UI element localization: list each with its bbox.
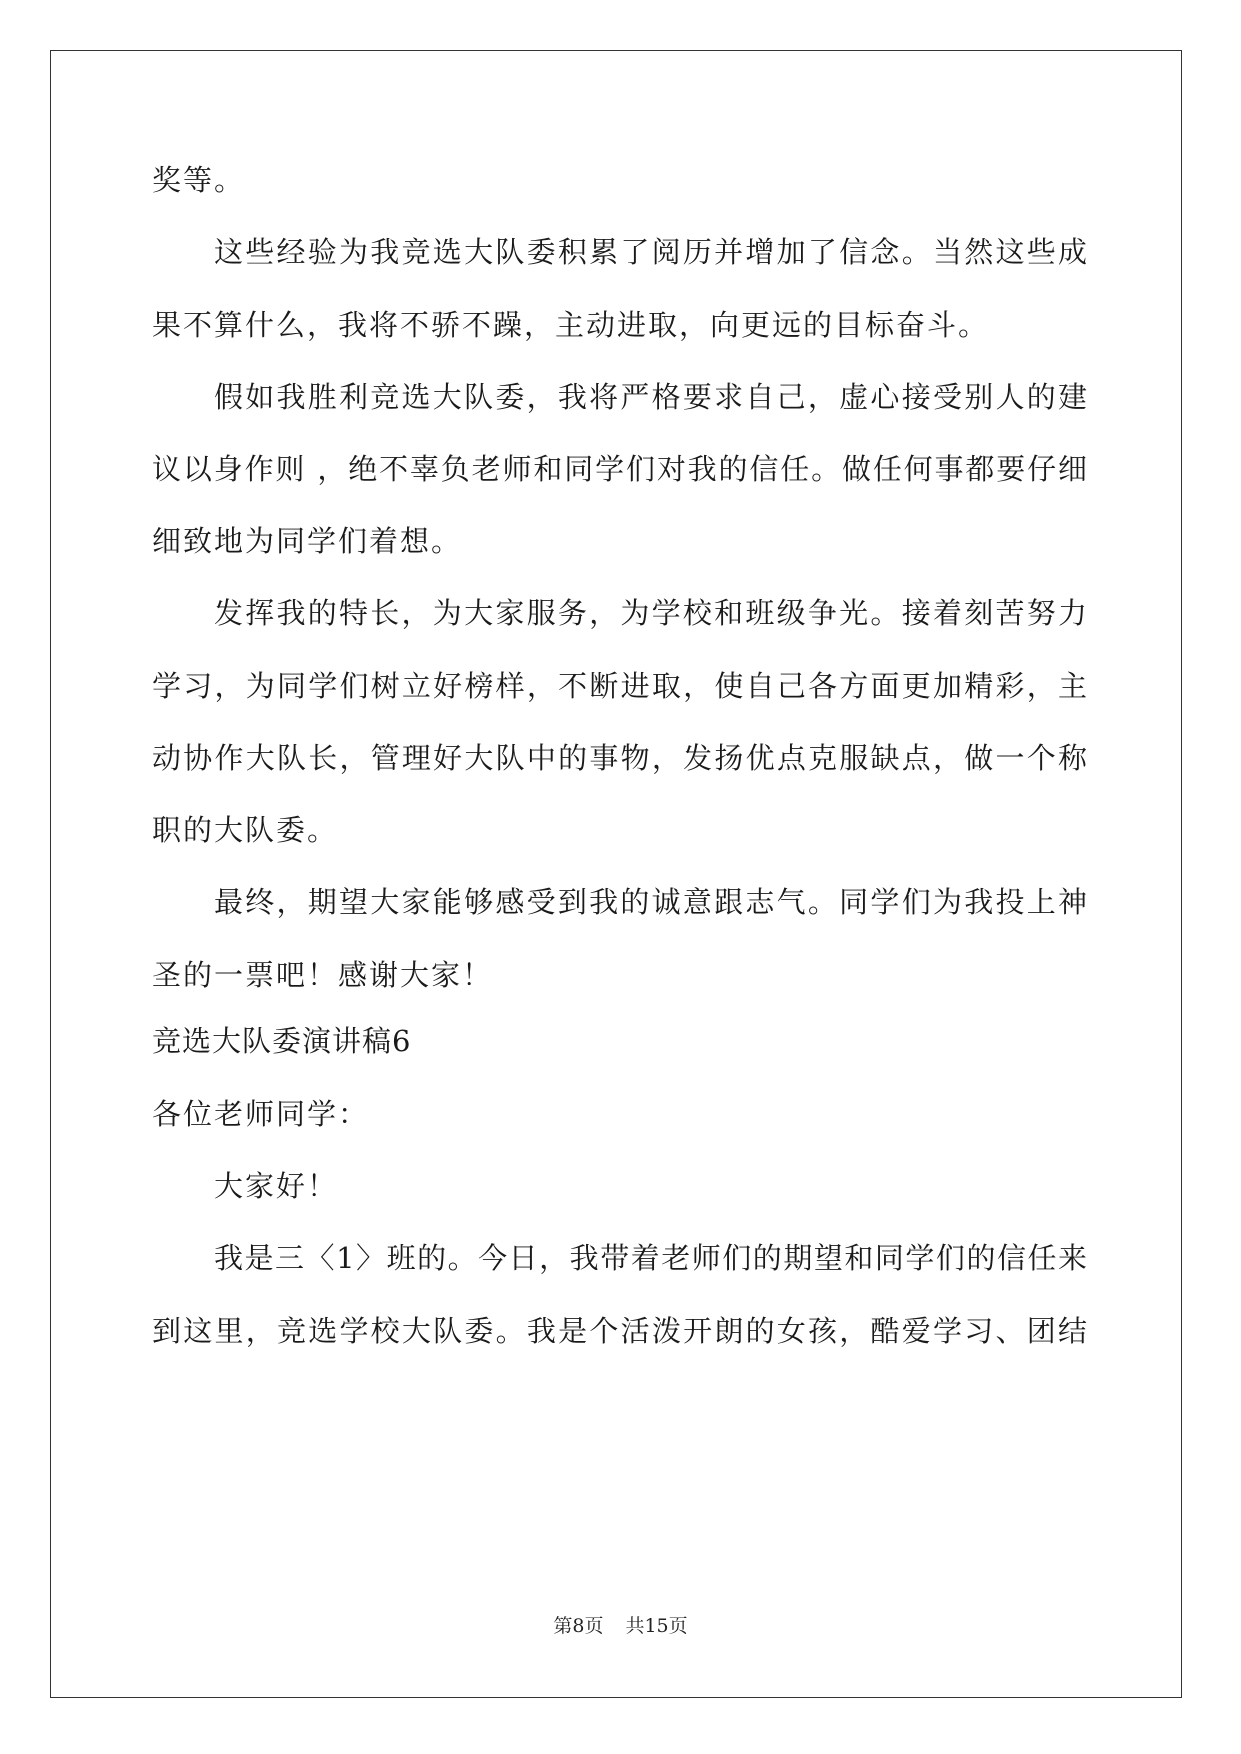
page-footer <box>0 1614 1241 1638</box>
page-border <box>50 50 1182 1698</box>
paragraph-first-line: 我是三〈1〉班的。今日，我带着老师们的期望和同学们的信任来 <box>214 1241 1087 1275</box>
text-line: 细致地为同学们着想。 <box>152 524 463 558</box>
page-number: 第8页 <box>553 1615 604 1637</box>
text-line: 议以身作则 ，绝不辜负老师和同学们对我的信任。做任何事都要仔细 <box>152 452 1087 486</box>
paragraph-first-line: 发挥我的特长，为大家服务，为学校和班级争光。接着刻苦努力 <box>214 596 1087 630</box>
paragraph-first-line: 最终，期望大家能够感受到我的诚意跟志气。同学们为我投上神 <box>214 885 1087 919</box>
text-line: 动协作大队长，管理好大队中的事物，发扬优点克服缺点，做一个称 <box>152 741 1087 775</box>
text-line: 职的大队委。 <box>152 813 339 847</box>
paragraph-first-line: 假如我胜利竞选大队委，我将严格要求自己，虚心接受别人的建 <box>214 380 1087 414</box>
paragraph-first-line: 这些经验为我竞选大队委积累了阅历并增加了信念。当然这些成 <box>214 235 1087 269</box>
text-line: 到这里，竞选学校大队委。我是个活泼开朗的女孩，酷爱学习、团结 <box>152 1314 1087 1348</box>
salutation: 各位老师同学： <box>152 1097 370 1131</box>
text-line: 学习，为同学们树立好榜样，不断进取，使自己各方面更加精彩，主 <box>152 669 1087 703</box>
text-line: 果不算什么，我将不骄不躁，主动进取，向更远的目标奋斗。 <box>152 308 990 342</box>
greeting: 大家好！ <box>214 1169 339 1203</box>
text-line: 圣的一票吧！感谢大家！ <box>152 958 494 992</box>
text-line: 奖等。 <box>152 163 246 197</box>
section-title: 竞选大队委演讲稿6 <box>152 1024 412 1058</box>
total-pages: 共15页 <box>625 1615 688 1637</box>
